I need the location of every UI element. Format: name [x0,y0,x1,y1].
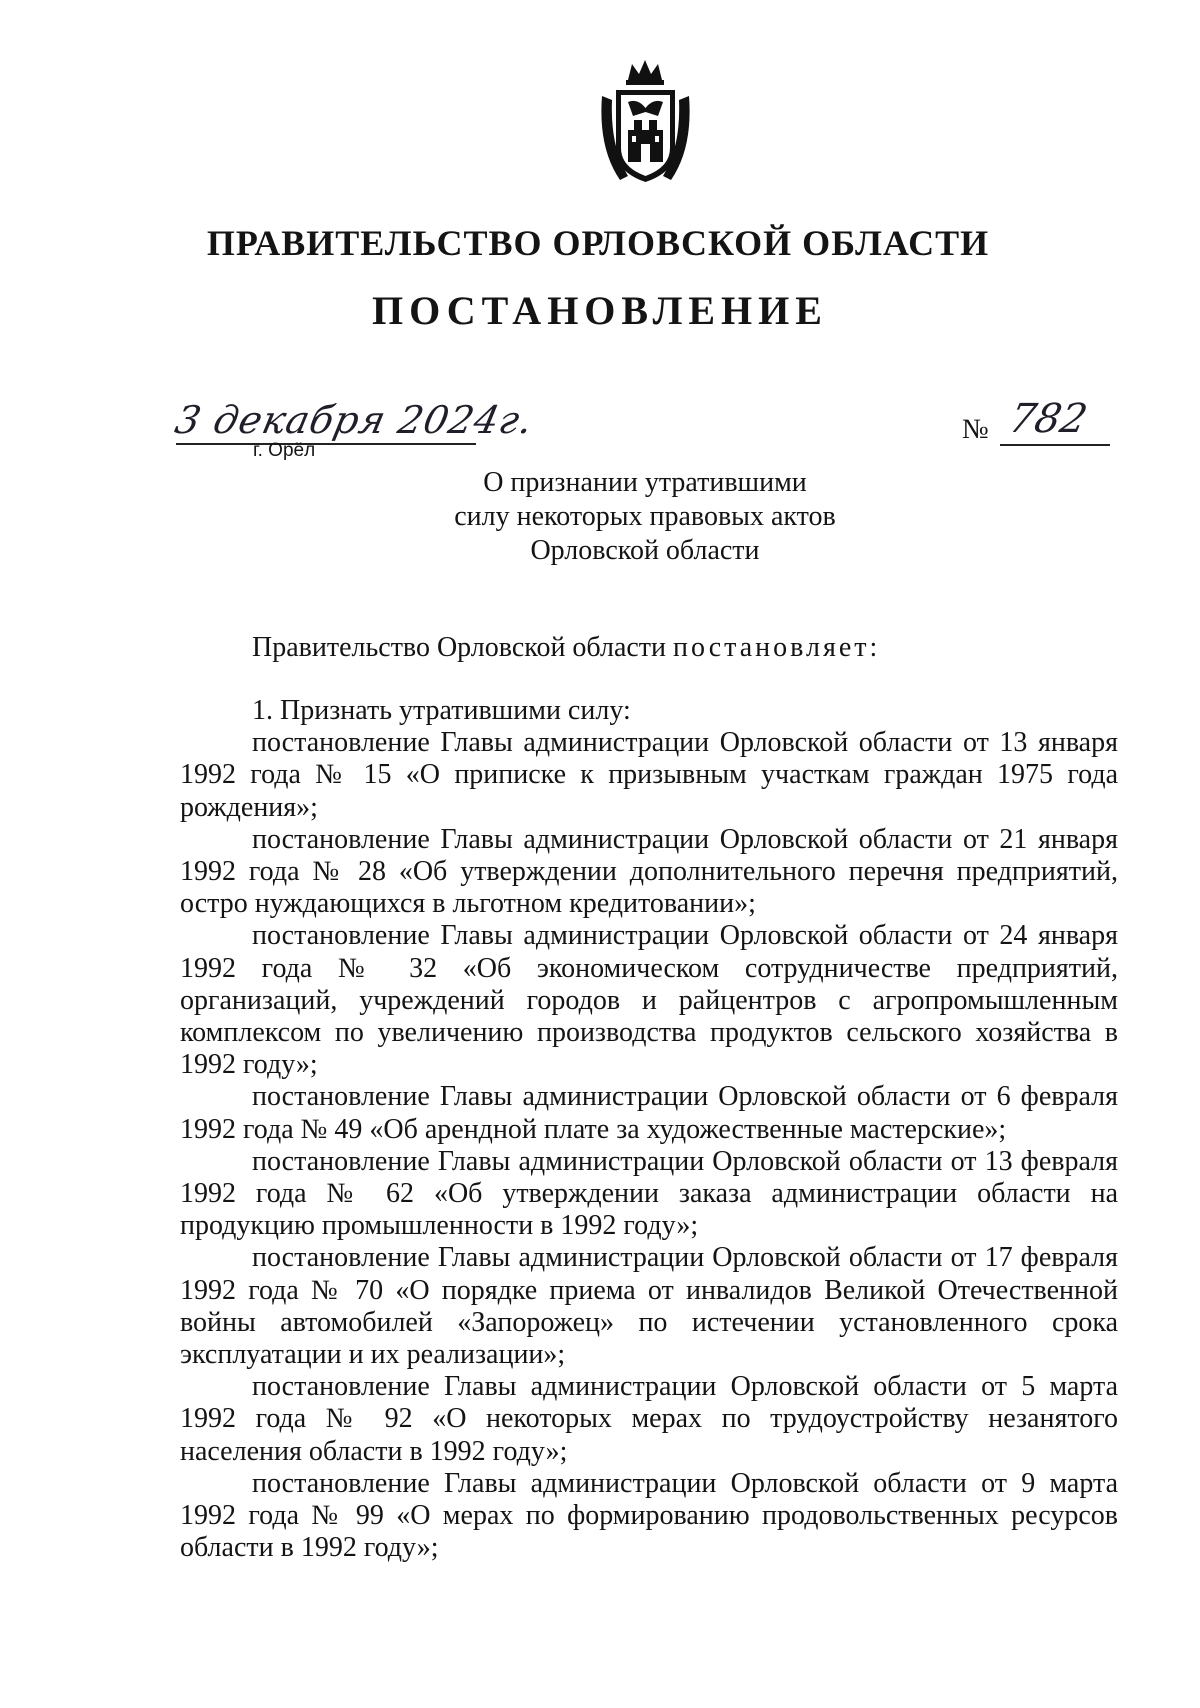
handwritten-number: 782 [1005,396,1092,442]
number-underline [1000,444,1110,446]
repealed-act: постановление Главы администрации Орловской области от 13 января 1992 года № 15 «О приписке к призывным участкам граждан 1975 года рождения»; [180,727,1118,823]
document-type-title: ПОСТАНОВЛЕНИЕ [372,288,828,333]
decree-word: постановляет: [673,632,881,663]
date-underline [176,443,476,445]
repealed-act: постановление Главы администрации Орловской области от 5 марта 1992 года № 92 «О некоторых мерах по трудоустройству незанятого населения области в 1992 году»; [180,1371,1118,1467]
repealed-act: постановление Главы администрации Орловской области от 13 февраля 1992 года № 62 «Об утверждении заказа администрации области на продукцию промышленности в 1992 году»; [180,1145,1118,1242]
preamble [252,632,880,664]
coat-of-arms-icon [598,58,693,188]
repealed-act: постановление Главы администрации Орловской области от 6 февраля 1992 года № 49 «Об арендной плате за художественные мастерские»; [180,1081,1118,1145]
handwritten-date: 3 декабря 2024г. [171,398,538,442]
number-sign: № [962,414,989,445]
repealed-act: постановление Главы администрации Орловской области от 21 января 1992 года № 28 «Об утверждении дополнительного перечня предприятий, остро нуждающихся в льготном кредитовании»; [180,823,1118,920]
clause-1: 1. Признать утратившими силу: [252,695,631,726]
subject-line: Орловской области [530,535,760,566]
subject-line: О признании утратившими [483,467,807,498]
repealed-act: постановление Главы администрации Орловской области от 24 января 1992 года № 32 «Об экономическом сотрудничестве предприятий, организаций, учреждений городов и райцентров с агропромышленным комплексом по увеличению производства продуктов сельского хозяйства в 1992 году»; [180,920,1118,1081]
document-subject [380,466,910,568]
repealed-act: постановление Главы администрации Орловской области от 17 февраля 1992 года № 70 «О порядке приема от инвалидов Великой Отечественной войны автомобилей «Запорожец» по истечении установленного срока эксплуатации и их реализации»; [180,1242,1118,1371]
document-body [180,695,1118,1564]
city-label: г. Орёл [253,440,316,461]
repealed-act: постановление Главы администрации Орловской области от 9 марта 1992 года № 99 «О мерах по формированию продовольственных ресурсов области в 1992 году»; [180,1467,1118,1564]
preamble-text: Правительство Орловской области [252,632,674,663]
subject-line: силу некоторых правовых актов [454,501,836,532]
government-title: ПРАВИТЕЛЬСТВО ОРЛОВСКОЙ ОБЛАСТИ [206,223,990,263]
